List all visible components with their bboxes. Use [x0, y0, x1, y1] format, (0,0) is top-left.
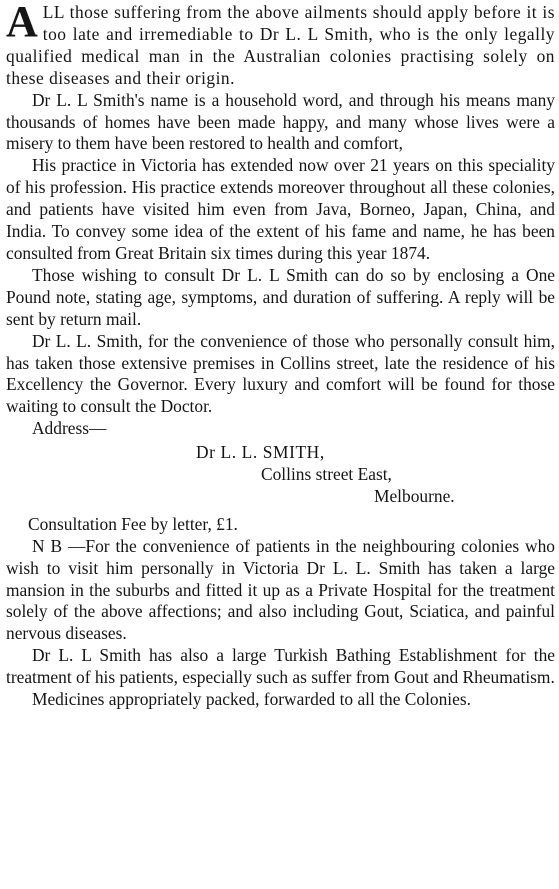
medicines-paragraph: Medicines appropriately packed, forwarded to all the Colonies. — [32, 689, 471, 710]
address-name: Dr L. L. SMITH, — [196, 442, 325, 463]
opening-paragraph-text: LL those suffering from the above ailments should apply before it is too late and irremediable to Dr L. L Smith, who is the only legally qualified medical man in the Australian colonies practising solely on these diseases and their origin. — [6, 2, 555, 88]
address-label: Address— — [32, 418, 107, 439]
reputation-paragraph: Dr L. L Smith's name is a household word, and through his means many thousands of homes have been made happy, and many whose lives were a misery to them have been restored to health and comfort, — [6, 89, 555, 154]
opening-paragraph — [6, 2, 555, 90]
turkish-bath-paragraph: Dr L. L Smith has also a large Turkish Bathing Establishment for the treatment of his patients, especially such as suffer from Gout and Rheumatism. — [6, 645, 555, 688]
practice-paragraph: His practice in Victoria has extended now over 21 years on this speciality of his profession. His practice extends moreover throughout all these colonies, and patients have visited him even from Java, Borneo, Japan, China, and India. To convey some idea of the extent of his fame and name, he has been consulted from Great Britain six times during this year 1874. — [6, 155, 555, 263]
private-hospital-paragraph: N B —For the convenience of patients in the neighbouring colonies who wish to visit him personally in Victoria Dr L. L. Smith has taken a large mansion in the suburbs and fitted it up as a Private Hospital for the treatment solely of the above affections; and also including Gout, Sciatica, and painful nervous diseases. — [6, 535, 555, 644]
postal-address — [6, 442, 555, 508]
premises-paragraph: Dr L. L. Smith, for the convenience of those who personally consult him, has taken those extensive premises in Collins street, late the residence of his Excellency the Governor. Every luxury and comfort will be found for those waiting to consult the Doctor. — [6, 330, 555, 417]
consultation-fee: Consultation Fee by letter, £1. — [28, 513, 238, 534]
address-street: Collins street East, — [261, 464, 392, 485]
drop-cap-letter: A — [6, 0, 39, 46]
consultation-by-letter-paragraph: Those wishing to consult Dr L. L Smith can do so by enclosing a One Pound note, stating age, symptoms, and duration of suffering. A reply will be sent by return mail. — [6, 264, 555, 329]
address-city: Melbourne. — [374, 485, 455, 506]
